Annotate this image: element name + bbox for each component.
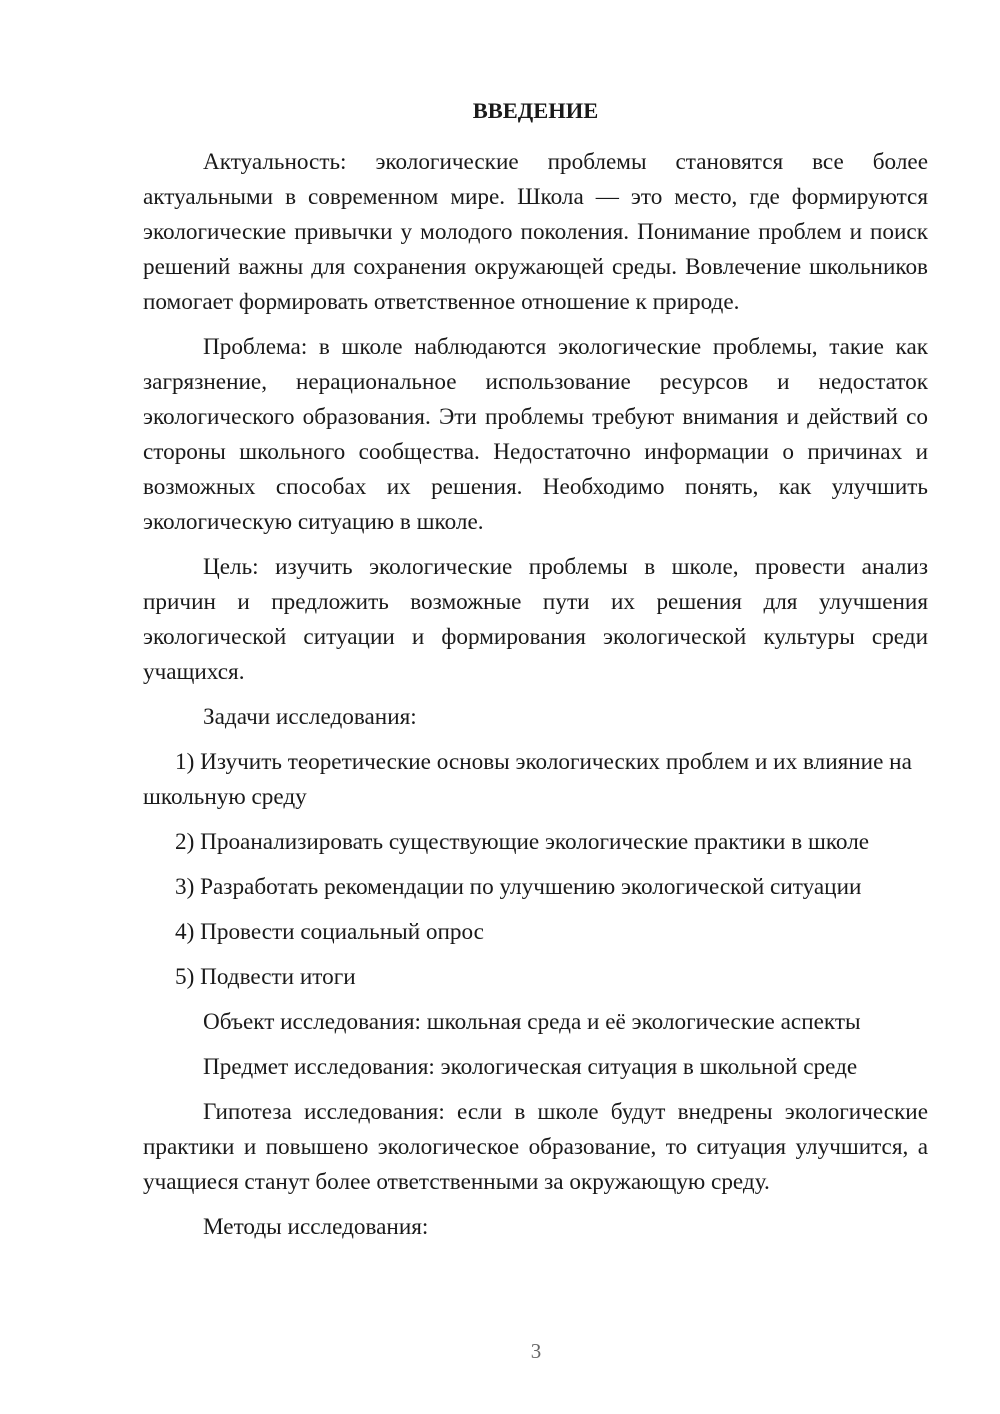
page-title: ВВЕДЕНИЕ <box>472 98 599 123</box>
task-item: 1) Изучить теоретические основы экологических проблем и их влияние на школьную среду <box>143 749 912 810</box>
task-item: 3) Разработать рекомендации по улучшению экологической ситуации <box>175 874 862 900</box>
task-item: 2) Проанализировать существующие экологические практики в школе <box>175 829 870 855</box>
problem-paragraph: Проблема: в школе наблюдаются экологические проблемы, такие как загрязнение, нерациональное использование ресурсов и недостаток экологического образования. Эти проблемы требуют внимания и действий со стороны школьного сообщества. Недостаточно информации о причинах и возможных способах их решения. Необходимо понять, как улучшить экологическую ситуацию в школе. <box>143 334 928 535</box>
research-subject: Предмет исследования: экологическая ситуация в школьной среде <box>203 1054 858 1080</box>
methods-heading: Методы исследования: <box>203 1214 429 1240</box>
task-item: 4) Провести социальный опрос <box>175 919 484 945</box>
page-number: 3 <box>530 1339 542 1363</box>
hypothesis-paragraph: Гипотеза исследования: если в школе будут внедрены экологические практики и повышено экологическое образование, то ситуация улучшится, а учащиеся станут более ответственными за окружающую среду. <box>143 1099 928 1195</box>
task-item: 5) Подвести итоги <box>175 964 356 990</box>
relevance-paragraph: Актуальность: экологические проблемы становятся все более актуальными в современном мире. Школа — это место, где формируются экологические привычки у молодого поколения. Понимание проблем и поиск решений важны для сохранения окружающей среды. Вовлечение школьников помогает формировать ответственное отношение к природе. <box>143 149 928 315</box>
research-object: Объект исследования: школьная среда и её экологические аспекты <box>203 1009 861 1035</box>
tasks-heading: Задачи исследования: <box>203 704 417 730</box>
page-content <box>143 93 928 1255</box>
goal-paragraph: Цель: изучить экологические проблемы в школе, провести анализ причин и предложить возможные пути их решения для улучшения экологической ситуации и формирования экологической культуры среди учащихся. <box>143 554 928 685</box>
